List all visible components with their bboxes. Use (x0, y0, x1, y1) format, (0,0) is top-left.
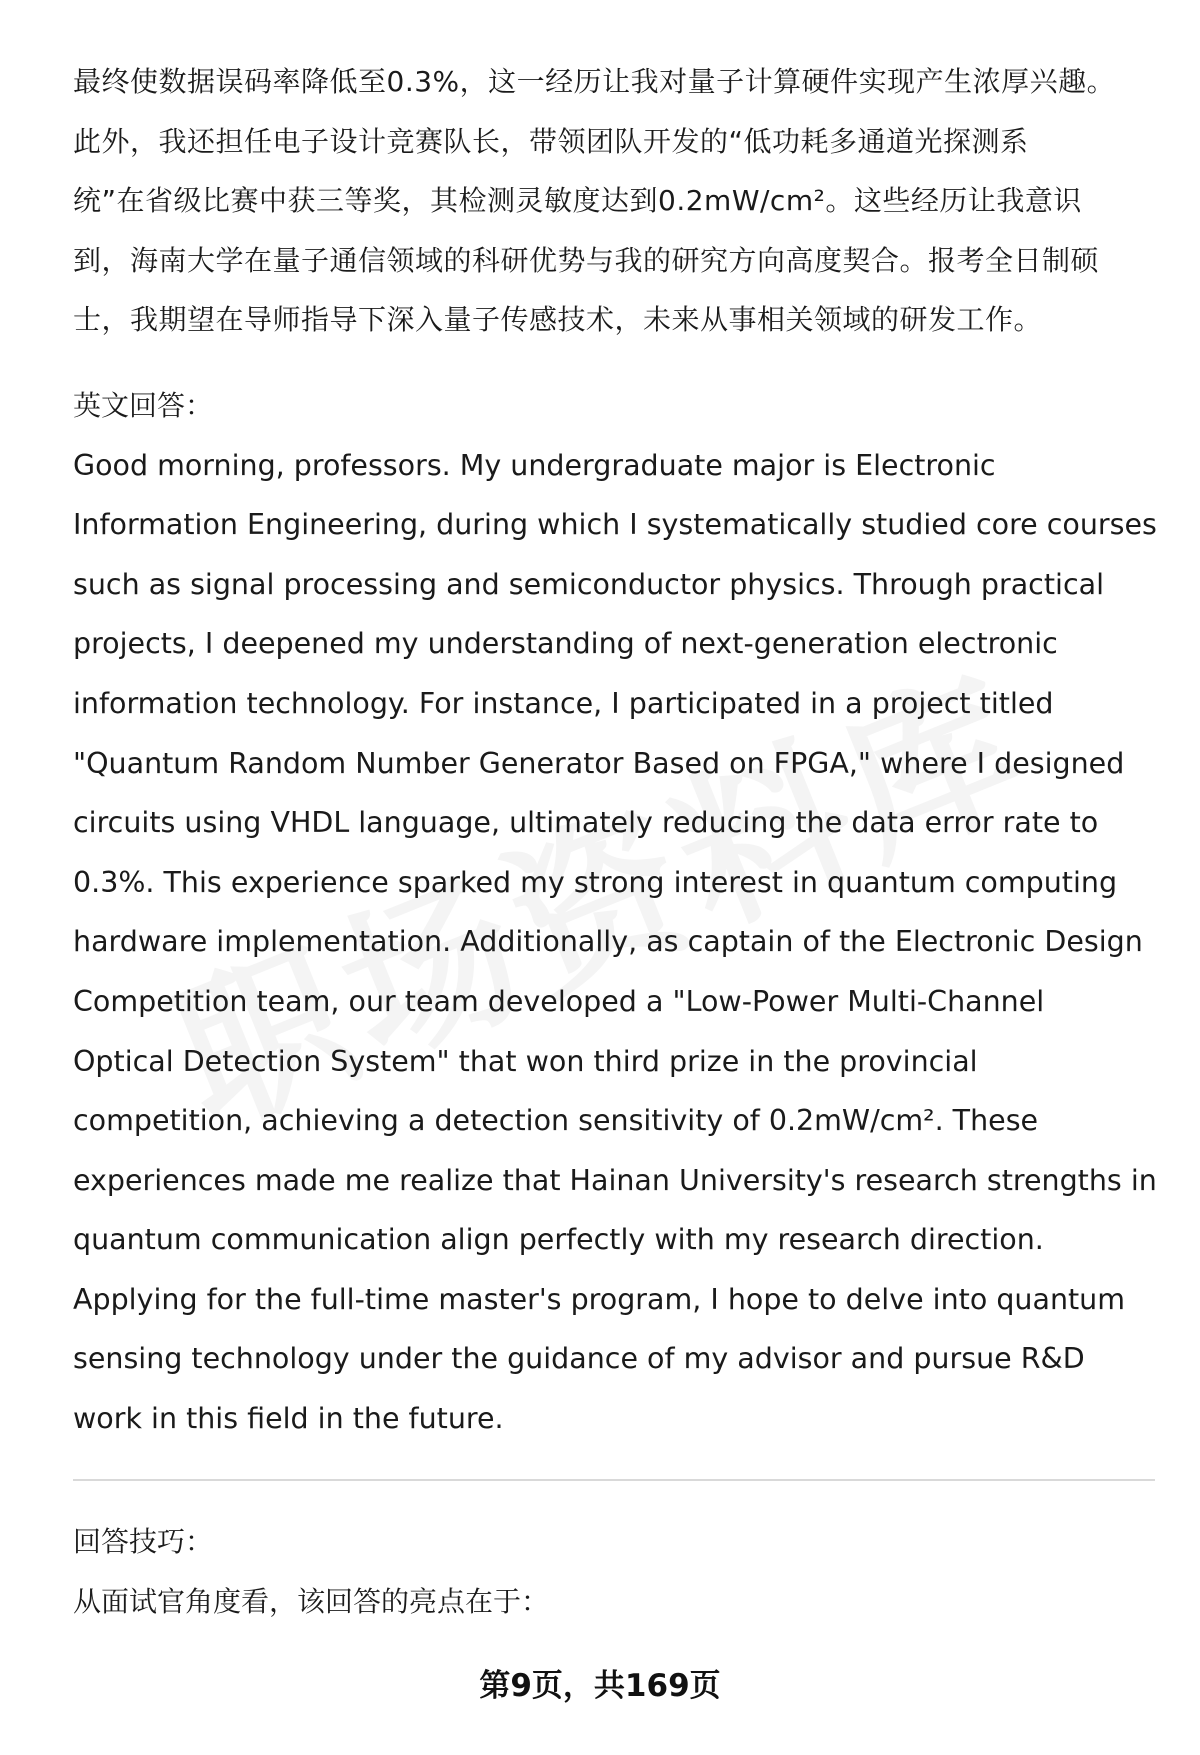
text-line: 统”在省级比赛中获三等奖，其检测灵敏度达到0.2mW/cm²。这些经历让我意识 (73, 184, 1082, 218)
text-line: Competition team, our team developed a "Low-Power Multi-Channel (73, 984, 1045, 1018)
chinese-answer-paragraph (73, 52, 1163, 350)
text-line: sensing technology under the guidance of my advisor and pursue R&D (73, 1342, 1085, 1376)
answer-tips-section (73, 1512, 1163, 1631)
text-line: experiences made me realize that Hainan University's research strengths in (73, 1163, 1157, 1197)
text-line: 最终使数据误码率降低至0.3%，这一经历让我对量子计算硬件实现产生浓厚兴趣。 (73, 65, 1116, 98)
text-line: 到，海南大学在量子通信领域的科研优势与我的研究方向高度契合。报考全日制硕 (73, 243, 1100, 277)
text-line: 士，我期望在导师指导下深入量子传感技术，未来从事相关领域的研发工作。 (73, 303, 1043, 337)
english-answer-paragraph (73, 436, 1163, 1449)
text-line: Applying for the full-time master's program, I hope to delve into quantum (73, 1282, 1126, 1316)
text-line: "Quantum Random Number Generator Based on FPGA," where I designed (73, 746, 1125, 780)
text-line: information technology. For instance, I participated in a project titled (73, 686, 1054, 720)
text-line: circuits using VHDL language, ultimately reducing the data error rate to (73, 806, 1099, 840)
document-content (73, 52, 1163, 1449)
section-divider (73, 1479, 1155, 1481)
answer-tips-intro: 从面试官角度看，该回答的亮点在于： (73, 1584, 550, 1618)
text-line: work in this field in the future. (73, 1402, 504, 1436)
text-line: 0.3%. This experience sparked my strong interest in quantum computing (73, 865, 1118, 899)
page-number-footer: 第9页，共169页 (479, 1668, 721, 1704)
english-answer-heading: 英文回答： (73, 388, 214, 422)
text-line: hardware implementation. Additionally, as captain of the Electronic Design (73, 925, 1143, 959)
text-line: Good morning, professors. My undergraduate major is Electronic (73, 448, 996, 482)
text-line: Optical Detection System" that won third prize in the provincial (73, 1044, 978, 1078)
text-line: 此外，我还担任电子设计竞赛队长，带领团队开发的“低功耗多通道光探测系 (73, 124, 1029, 158)
paragraph-spacer (73, 350, 1163, 376)
text-line: Information Engineering, during which I systematically studied core courses (73, 508, 1157, 542)
text-line: projects, I deepened my understanding of next-generation electronic (73, 627, 1058, 661)
text-line: such as signal processing and semiconductor physics. Through practical (73, 567, 1104, 601)
answer-tips-heading: 回答技巧： (73, 1525, 214, 1558)
text-line: competition, achieving a detection sensitivity of 0.2mW/cm². These (73, 1104, 1039, 1138)
text-line: quantum communication align perfectly with my research direction. (73, 1223, 1044, 1257)
